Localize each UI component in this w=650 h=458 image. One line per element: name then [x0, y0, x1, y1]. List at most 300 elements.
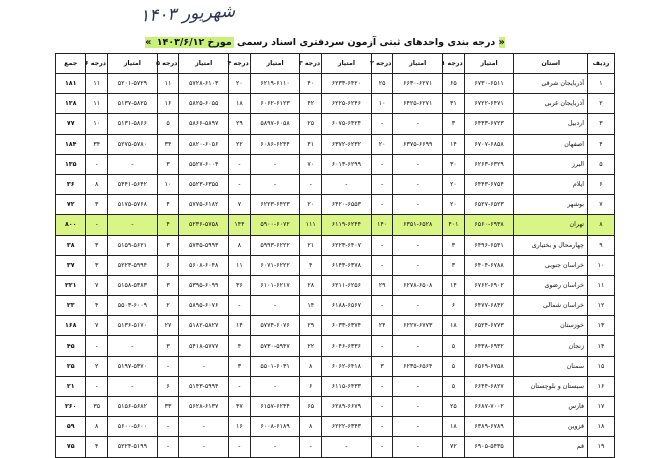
- table-cell: ۴۰: [300, 74, 322, 94]
- row-number-cell: ۱۵: [587, 356, 614, 376]
- table-cell: ۶۲۱۱-۶۲۵۶: [322, 275, 372, 295]
- table-cell: ۵۶۰۸-۶۰۴۸: [179, 255, 229, 275]
- table-cell: ۱۶: [157, 94, 179, 114]
- table-cell: ۶۹۰۵-۵۴۳۵: [464, 437, 514, 457]
- table-cell: ۵۴۱۸-۵۷۷۷: [179, 336, 229, 356]
- province-cell: خراسان شمالی: [514, 296, 588, 316]
- table-cell: ۶۱۱۹-۶۲۴۴: [322, 215, 372, 235]
- table-cell: ۸: [86, 174, 108, 194]
- table-cell: ۵۳۹۵-۶۰۹۹: [179, 275, 229, 295]
- table-cell: ۵۹۰۰-۶۰۷۲: [250, 215, 300, 235]
- table-cell: ۲۰: [300, 195, 322, 215]
- table-cell: -: [250, 174, 300, 194]
- table-cell: ۳: [157, 235, 179, 255]
- province-cell: بوشهر: [514, 195, 588, 215]
- table-cell: ۴: [157, 215, 179, 235]
- total-cell: ۸۰۰: [56, 215, 86, 235]
- table-row: [56, 215, 615, 235]
- row-number-cell: ۴: [587, 134, 614, 154]
- table-cell: -: [108, 376, 158, 396]
- table-cell: ۱۸: [443, 417, 465, 437]
- table-header-row: [56, 54, 615, 74]
- table-cell: ۲۴: [371, 316, 393, 336]
- table-row: [56, 74, 615, 94]
- table-cell: ۶۵: [300, 397, 322, 417]
- title-date: مورخ ۱۴۰۳/۶/۱۲: [156, 37, 232, 48]
- table-cell: ۲۰: [371, 134, 393, 154]
- table-cell: ۶۰۰۸-۶۱۸۹: [250, 417, 300, 437]
- column-header: امتیاز: [393, 54, 443, 74]
- table-row: [56, 235, 615, 255]
- table-cell: ۳: [157, 154, 179, 174]
- table-cell: ۱۴: [443, 134, 465, 154]
- table-cell: ۵۶۲۸-۶۱۳۷: [179, 397, 229, 417]
- table-cell: ۱۴: [300, 296, 322, 316]
- table-cell: ۸: [300, 417, 322, 437]
- table-cell: ۵۱۳۱-۵۸۶۶: [108, 114, 158, 134]
- table-cell: -: [229, 174, 251, 194]
- table-cell: ۶۳۷۵-۶۶۹۹: [393, 134, 443, 154]
- table-cell: ۵۱۵۹-۵۶۲۱: [108, 235, 158, 255]
- table-cell: -: [371, 255, 393, 275]
- row-number-cell: ۱۳: [587, 316, 614, 336]
- table-cell: ۶۱۱۵-۶۴۳۳: [322, 376, 372, 396]
- table-cell: ۴: [157, 195, 179, 215]
- table-cell: ۳۴: [86, 134, 108, 154]
- table-cell: ۶۴۲۰-۶۵۵۳: [322, 195, 372, 215]
- table-cell: ۶۰۶۲-۶۱۲۳: [250, 94, 300, 114]
- row-number-cell: ۱۶: [587, 376, 614, 396]
- table-cell: ۵۲۷۵-۵۷۸۰: [108, 134, 158, 154]
- table-cell: ۴۲: [300, 94, 322, 114]
- table-cell: ۶۲۷۸-۶۵۰۸: [393, 275, 443, 295]
- table-cell: ۵۷۳۰-۵۹۴۷: [250, 336, 300, 356]
- table-row: [56, 94, 615, 114]
- table-cell: ۶۶۳۰-۶۲۷۱: [393, 74, 443, 94]
- table-cell: -: [229, 437, 251, 457]
- table-cell: ۶۲۲۳-۶۴۲۳: [250, 195, 300, 215]
- table-cell: ۴: [86, 437, 108, 457]
- table-row: [56, 255, 615, 275]
- total-cell: ۱۶۸: [56, 316, 86, 336]
- table-cell: ۳۱: [443, 94, 465, 114]
- table-cell: ۱۱۱: [300, 215, 322, 235]
- table-cell: ۵۵۲۷-۶۰۰۴: [179, 154, 229, 174]
- column-header: امتیاز: [464, 54, 514, 74]
- table-cell: ۵۱۸۲-۵۸۲۷: [179, 316, 229, 336]
- table-cell: ۶۷۳۰-۶۵۱۱: [464, 74, 514, 94]
- table-cell: -: [250, 154, 300, 174]
- total-cell: ۱۲۸: [56, 94, 86, 114]
- table-cell: ۶۷۲۲-۶۴۷۱: [464, 94, 514, 114]
- table-cell: ۴: [300, 255, 322, 275]
- total-cell: ۱۳۵: [56, 154, 86, 174]
- table-cell: ۱۸: [229, 94, 251, 114]
- table-cell: ۳۴: [157, 134, 179, 154]
- table-cell: ۲۱: [300, 235, 322, 255]
- table-cell: ۵۸۹۵-۶۰۷۶: [179, 296, 229, 316]
- table-cell: -: [393, 336, 443, 356]
- table-cell: ۴۰۱: [443, 215, 465, 235]
- province-cell: سمنان: [514, 356, 588, 376]
- table-cell: -: [393, 397, 443, 417]
- table-cell: -: [371, 336, 393, 356]
- table-cell: ۲۸: [300, 275, 322, 295]
- table-cell: ۵۲۳۶-۵۷۵۸: [179, 215, 229, 235]
- table-cell: ۵۱۷۵-۵۷۶۸: [108, 195, 158, 215]
- province-cell: سیستان و بلوچستان: [514, 376, 588, 396]
- table-row: [56, 114, 615, 134]
- table-cell: ۷۰: [300, 154, 322, 174]
- table-cell: -: [108, 336, 158, 356]
- table-row: [56, 154, 615, 174]
- row-number-cell: ۹: [587, 235, 614, 255]
- table-cell: ۲۵: [371, 74, 393, 94]
- column-header: درجه ۵: [157, 54, 179, 74]
- province-cell: البرز: [514, 154, 588, 174]
- table-cell: -: [393, 255, 443, 275]
- table-cell: ۶۵: [443, 74, 465, 94]
- title-main: درجه بندی واحدهای ثبتی آزمون سردفتری اسناد رسمی: [233, 37, 499, 48]
- table-cell: -: [371, 154, 393, 174]
- table-row: [56, 376, 615, 396]
- table-cell: ۶۰۴۶-۶۳۳۶: [322, 336, 372, 356]
- table-cell: ۶۴۹۶-۶۵۴۱: [464, 235, 514, 255]
- table-cell: -: [393, 235, 443, 255]
- table-cell: ۵۷۳۵-۵۹۹۳: [179, 235, 229, 255]
- total-cell: ۴۵: [56, 336, 86, 356]
- table-cell: ۲: [86, 356, 108, 376]
- table-cell: -: [86, 154, 108, 174]
- table-cell: ۲۲: [300, 336, 322, 356]
- table-cell: ۱۰: [157, 174, 179, 194]
- table-cell: -: [371, 235, 393, 255]
- table-cell: ۲۵: [443, 397, 465, 417]
- column-header: درجه ۴: [229, 54, 251, 74]
- table-cell: -: [371, 296, 393, 316]
- total-cell: ۲۳: [56, 296, 86, 316]
- table-cell: ۳: [157, 275, 179, 295]
- table-cell: ۵۸۲۵-۶۰۵۵: [179, 94, 229, 114]
- province-cell: ایلام: [514, 174, 588, 194]
- table-cell: ۴۱: [300, 134, 322, 154]
- table-cell: ۳: [86, 195, 108, 215]
- table-cell: -: [393, 195, 443, 215]
- table-cell: ۵۱۵۶-۵۶۸۲: [108, 397, 158, 417]
- table-cell: -: [393, 437, 443, 457]
- table-row: [56, 356, 615, 376]
- table-cell: ۶: [443, 296, 465, 316]
- table-cell: ۲۰: [443, 174, 465, 194]
- handwritten-note: شهریور ۱۴۰۳: [139, 1, 236, 27]
- table-cell: ۵: [157, 114, 179, 134]
- table-cell: ۶۷۶۲-۶۹۰۲: [464, 275, 514, 295]
- table-cell: ۷: [229, 195, 251, 215]
- province-cell: خوزستان: [514, 316, 588, 336]
- table-cell: ۵۹۹۳-۶۲۲۲: [250, 235, 300, 255]
- table-cell: ۵۶۰۰-۵۶۰۰: [108, 417, 158, 437]
- table-cell: ۶۱۸۸-۶۵۶۷: [322, 296, 372, 316]
- table-cell: ۶۴۰۴-۶۷۸۸: [464, 255, 514, 275]
- table-cell: ۳۵: [86, 397, 108, 417]
- table-cell: ۵۷۷۵-۶۱۸۲: [179, 195, 229, 215]
- total-cell: ۲۵: [56, 356, 86, 376]
- table-cell: ۶۰۶۲-۶۴۱۸: [322, 356, 372, 376]
- table-cell: ۵۵۰۱-۶۰۳۱: [250, 356, 300, 376]
- table-cell: -: [157, 437, 179, 457]
- table-cell: ۱۱: [157, 74, 179, 94]
- table-cell: ۵۱۹۷-۵۳۷۰: [108, 356, 158, 376]
- table-row: [56, 134, 615, 154]
- table-cell: ۶۴۳۳-۶۷۲۳: [464, 114, 514, 134]
- province-cell: آذربایجان غربی: [514, 94, 588, 114]
- table-cell: ۶۶۸۷-۷۰۰۲: [464, 397, 514, 417]
- row-number-cell: ۱۱: [587, 275, 614, 295]
- table-cell: ۶۴۷۷-۶۸۴۲: [464, 296, 514, 316]
- row-number-cell: ۵: [587, 154, 614, 174]
- table-cell: ۱۱: [86, 94, 108, 114]
- total-cell: ۲۶۰: [56, 397, 86, 417]
- table-cell: ۲۰: [443, 195, 465, 215]
- table-cell: ۶۷۰۷-۶۸۵۸: [464, 134, 514, 154]
- row-number-cell: ۱۷: [587, 397, 614, 417]
- row-number-cell: ۱: [587, 74, 614, 94]
- table-cell: -: [86, 336, 108, 356]
- table-cell: ۵۷۲۸-۶۱۰۳: [179, 74, 229, 94]
- table-cell: ۸: [300, 356, 322, 376]
- table-cell: ۶۳۸۹-۶۷۸۹: [464, 417, 514, 437]
- table-cell: ۵۸۶۶-۵۸۹۷: [179, 114, 229, 134]
- column-header: درجه ۲: [371, 54, 393, 74]
- column-header: درجه ۳: [300, 54, 322, 74]
- total-cell: ۷۵: [56, 437, 86, 457]
- table-cell: ۵: [443, 376, 465, 396]
- table-cell: ۵۲۲۴-۵۱۹۹: [108, 437, 158, 457]
- table-row: [56, 437, 615, 457]
- table-cell: -: [179, 356, 229, 376]
- table-cell: -: [157, 356, 179, 376]
- table-cell: ۳: [157, 336, 179, 356]
- table-cell: -: [371, 174, 393, 194]
- table-cell: ۶۲۲۷-۶۷۷۳: [393, 316, 443, 336]
- table-row: [56, 336, 615, 356]
- table-cell: ۶۳۵۱-۶۵۲۸: [393, 215, 443, 235]
- table-cell: ۲۰: [229, 74, 251, 94]
- table-cell: ۶: [157, 376, 179, 396]
- table-cell: -: [371, 417, 393, 437]
- total-cell: ۳۶: [56, 174, 86, 194]
- table-cell: ۶۱۰۱-۶۲۱۷: [250, 275, 300, 295]
- table-cell: -: [229, 296, 251, 316]
- table-cell: ۶۱۴۳-۶۳۷۸: [322, 255, 372, 275]
- province-cell: اردبیل: [514, 114, 588, 134]
- table-cell: ۲۷: [157, 316, 179, 336]
- table-cell: -: [393, 154, 443, 174]
- province-cell: خراسان جنوبی: [514, 255, 588, 275]
- table-cell: ۲۹: [229, 114, 251, 134]
- table-cell: -: [86, 376, 108, 396]
- table-cell: ۶۳۷۲-۶۲۳۲: [322, 134, 372, 154]
- table-cell: ۶۱۵۷-۶۲۴۴: [250, 397, 300, 417]
- province-cell: تهران: [514, 215, 588, 235]
- table-cell: ۸: [229, 235, 251, 255]
- province-cell: قزوین: [514, 417, 588, 437]
- table-cell: ۶۲۸۹-۶۶۷۹: [322, 397, 372, 417]
- table-cell: ۶۲۳۵-۶۵۶۴: [393, 356, 443, 376]
- table-cell: ۵۸۲۰-۶۰۵۶: [179, 134, 229, 154]
- row-number-cell: ۱۴: [587, 336, 614, 356]
- table-cell: -: [393, 376, 443, 396]
- total-cell: ۳۸: [56, 235, 86, 255]
- table-cell: ۵۴۴۱-۵۶۴۲: [108, 174, 158, 194]
- row-number-cell: ۳: [587, 114, 614, 134]
- table-cell: ۵۱۴۳-۵۹۹۴: [179, 376, 229, 396]
- column-header: استان: [514, 54, 588, 74]
- table-cell: ۶۲۳۳-۶۴۲۰: [322, 74, 372, 94]
- column-header: درجه ۶: [86, 54, 108, 74]
- table-cell: -: [371, 114, 393, 134]
- table-cell: -: [393, 114, 443, 134]
- table-cell: ۳: [229, 356, 251, 376]
- table-cell: ۳: [443, 255, 465, 275]
- table-cell: ۸: [86, 417, 108, 437]
- table-cell: ۶۰۷۵-۶۴۲۴: [322, 114, 372, 134]
- row-number-cell: ۶: [587, 174, 614, 194]
- table-cell: ۱۱: [229, 255, 251, 275]
- table-cell: ۳: [86, 255, 108, 275]
- table-cell: ۶۲۲۲-۶۳۴۳: [322, 417, 372, 437]
- table-cell: ۵۸۹۷-۶۰۵۸: [250, 114, 300, 134]
- page-title: [0, 37, 650, 48]
- table-cell: ۴: [229, 336, 251, 356]
- total-cell: ۱۸۴: [56, 134, 86, 154]
- table-cell: ۱۱: [86, 74, 108, 94]
- title-open-quote: «: [498, 37, 505, 48]
- row-number-cell: ۸: [587, 215, 614, 235]
- table-cell: ۶۴۲۵-۶۲۷۱: [393, 94, 443, 114]
- table-cell: ۱۴: [229, 316, 251, 336]
- table-row: [56, 417, 615, 437]
- table-cell: -: [371, 397, 393, 417]
- table-cell: ۳: [371, 356, 393, 376]
- column-header: امتیاز: [250, 54, 300, 74]
- province-cell: قم: [514, 437, 588, 457]
- table-cell: ۵۲۲۳-۵۹۹۴: [108, 255, 158, 275]
- table-row: [56, 275, 615, 295]
- table-cell: ۱۸: [443, 316, 465, 336]
- table-cell: -: [250, 437, 300, 457]
- province-cell: فارس: [514, 397, 588, 417]
- table-cell: -: [179, 417, 229, 437]
- province-cell: زنجان: [514, 336, 588, 356]
- table-cell: ۱۶: [229, 417, 251, 437]
- table-cell: -: [371, 437, 393, 457]
- table-cell: ۴: [86, 296, 108, 316]
- table-cell: ۶۵۲۷-۶۵۲۳: [464, 195, 514, 215]
- table-cell: -: [393, 417, 443, 437]
- table-row: [56, 174, 615, 194]
- table-cell: ۴۷: [229, 397, 251, 417]
- table-cell: ۲۲: [229, 134, 251, 154]
- table-cell: ۱۴۴: [229, 215, 251, 235]
- table-cell: ۵۲۰۱-۵۷۲۹: [108, 74, 158, 94]
- table-cell: ۳۳: [157, 397, 179, 417]
- table-cell: ۵۱۳۷-۵۸۲۵: [108, 94, 158, 114]
- table-cell: ۲۹: [371, 275, 393, 295]
- table-cell: ۶۲۶۳-۶۳۲۹: [464, 154, 514, 174]
- table-row: [56, 397, 615, 417]
- column-header: درجه ۱: [443, 54, 465, 74]
- table-cell: -: [86, 215, 108, 235]
- table-body: [56, 74, 615, 458]
- table-cell: -: [179, 437, 229, 457]
- table-cell: ۳: [86, 235, 108, 255]
- table-cell: -: [393, 296, 443, 316]
- table-cell: ۶۴۳۸-۶۹۳۲: [464, 336, 514, 356]
- table-cell: -: [108, 154, 158, 174]
- province-cell: چهارمحال و بختیاری: [514, 235, 588, 255]
- table-cell: ۱۰: [86, 114, 108, 134]
- province-cell: اصفهان: [514, 134, 588, 154]
- province-cell: آذربایجان شرقی: [514, 74, 588, 94]
- row-number-cell: ۱۰: [587, 255, 614, 275]
- table-cell: -: [300, 437, 322, 457]
- table-cell: -: [229, 376, 251, 396]
- table-cell: -: [322, 174, 372, 194]
- row-number-cell: ۱۸: [587, 417, 614, 437]
- column-header: ردیف: [587, 54, 614, 74]
- table-cell: ۷۲: [443, 437, 465, 457]
- table-cell: -: [250, 376, 300, 396]
- table-cell: ۳: [443, 235, 465, 255]
- table-cell: -: [157, 417, 179, 437]
- table-cell: ۱۰: [371, 94, 393, 114]
- table-cell: ۵۱۵۸-۵۳۸۳: [108, 275, 158, 295]
- table-cell: ۳: [443, 114, 465, 134]
- table-cell: -: [322, 437, 372, 457]
- table-cell: ۷: [86, 275, 108, 295]
- total-cell: ۵۹: [56, 417, 86, 437]
- table-cell: ۶۴۴۳-۶۷۵۴: [464, 174, 514, 194]
- table-cell: ۵۵۲۳-۶۳۵۵: [179, 174, 229, 194]
- column-header: جمع: [56, 54, 86, 74]
- total-cell: ۷۲: [56, 195, 86, 215]
- grade-table: [55, 53, 615, 458]
- table-cell: ۶۰۳۳-۶۳۷۴: [322, 316, 372, 336]
- table-cell: ۳۶: [229, 275, 251, 295]
- table-cell: ۶۵۲۴-۶۷۷۳: [464, 316, 514, 336]
- table-cell: ۵۵۰۳-۶۰۰۹: [108, 296, 158, 316]
- row-number-cell: ۲: [587, 94, 614, 114]
- total-cell: ۷۷: [56, 114, 86, 134]
- table-cell: ۷: [86, 316, 108, 336]
- table-cell: ۵۱۳۶-۵۱۷۰: [108, 316, 158, 336]
- table-row: [56, 296, 615, 316]
- column-header: امتیاز: [108, 54, 158, 74]
- grade-table-container: [55, 53, 615, 458]
- table-cell: ۶۲۲۵-۶۲۴۶: [322, 94, 372, 114]
- row-number-cell: ۷: [587, 195, 614, 215]
- table-cell: ۶: [157, 255, 179, 275]
- table-cell: ۵۷۷۴-۶۰۷۶: [250, 316, 300, 336]
- table-cell: -: [250, 296, 300, 316]
- column-header: امتیاز: [179, 54, 229, 74]
- total-cell: ۱۸۱: [56, 74, 86, 94]
- table-cell: -: [108, 215, 158, 235]
- table-cell: ۱۴۰: [371, 215, 393, 235]
- total-cell: ۳۷: [56, 255, 86, 275]
- table-row: [56, 316, 615, 336]
